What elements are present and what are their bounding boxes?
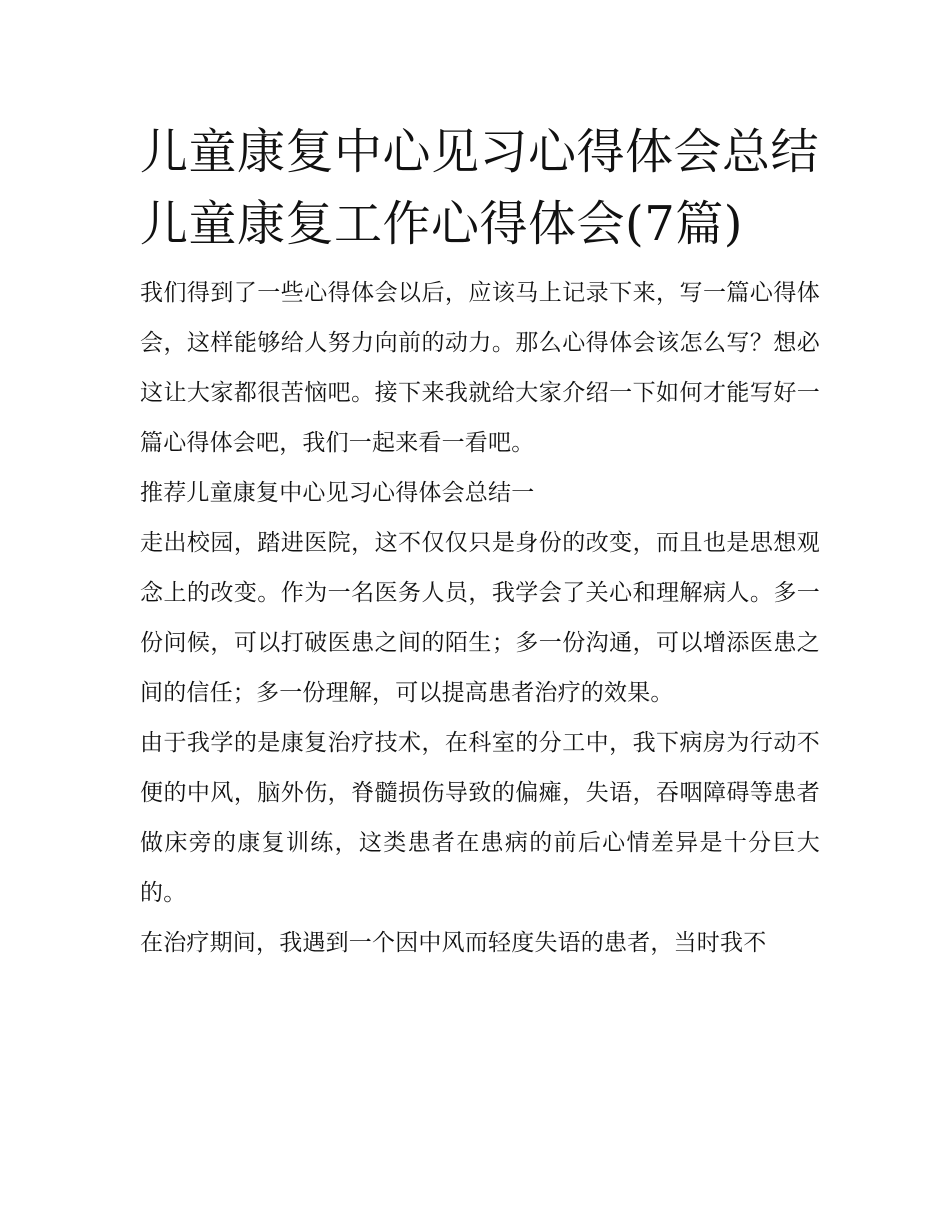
paragraph-1: 走出校园，踏进医院，这不仅仅只是身份的改变，而且也是思想观念上的改变。作为一名医务人员，我学会了关心和理解病人。多一份问候，可以打破医患之间的陌生；多一份沟通，可以增添医患之间的信任；多一份理解，可以提高患者治疗的效果。 [140, 530, 820, 706]
paragraph-intro: 我们得到了一些心得体会以后，应该马上记录下来，写一篇心得体会，这样能够给人努力向前的动力。那么心得体会该怎么写？想必这让大家都很苦恼吧。接下来我就给大家介绍一下如何才能写好一篇心得体会吧，我们一起来看一看吧。 [140, 280, 820, 456]
paragraph-3: 在治疗期间，我遇到一个因中风而轻度失语的患者，当时我不 [140, 930, 767, 956]
document-title: 儿童康复中心见习心得体会总结 儿童康复工作心得体会(7篇) [140, 124, 820, 252]
document-page [140, 116, 820, 968]
paragraph-2: 由于我学的是康复治疗技术，在科室的分工中，我下病房为行动不便的中风，脑外伤，脊髓损伤导致的偏瘫，失语，吞咽障碍等患者做床旁的康复训练，这类患者在患病的前后心情差异是十分巨大的。 [140, 730, 820, 906]
section-heading: 推荐儿童康复中心见习心得体会总结一 [140, 480, 535, 506]
